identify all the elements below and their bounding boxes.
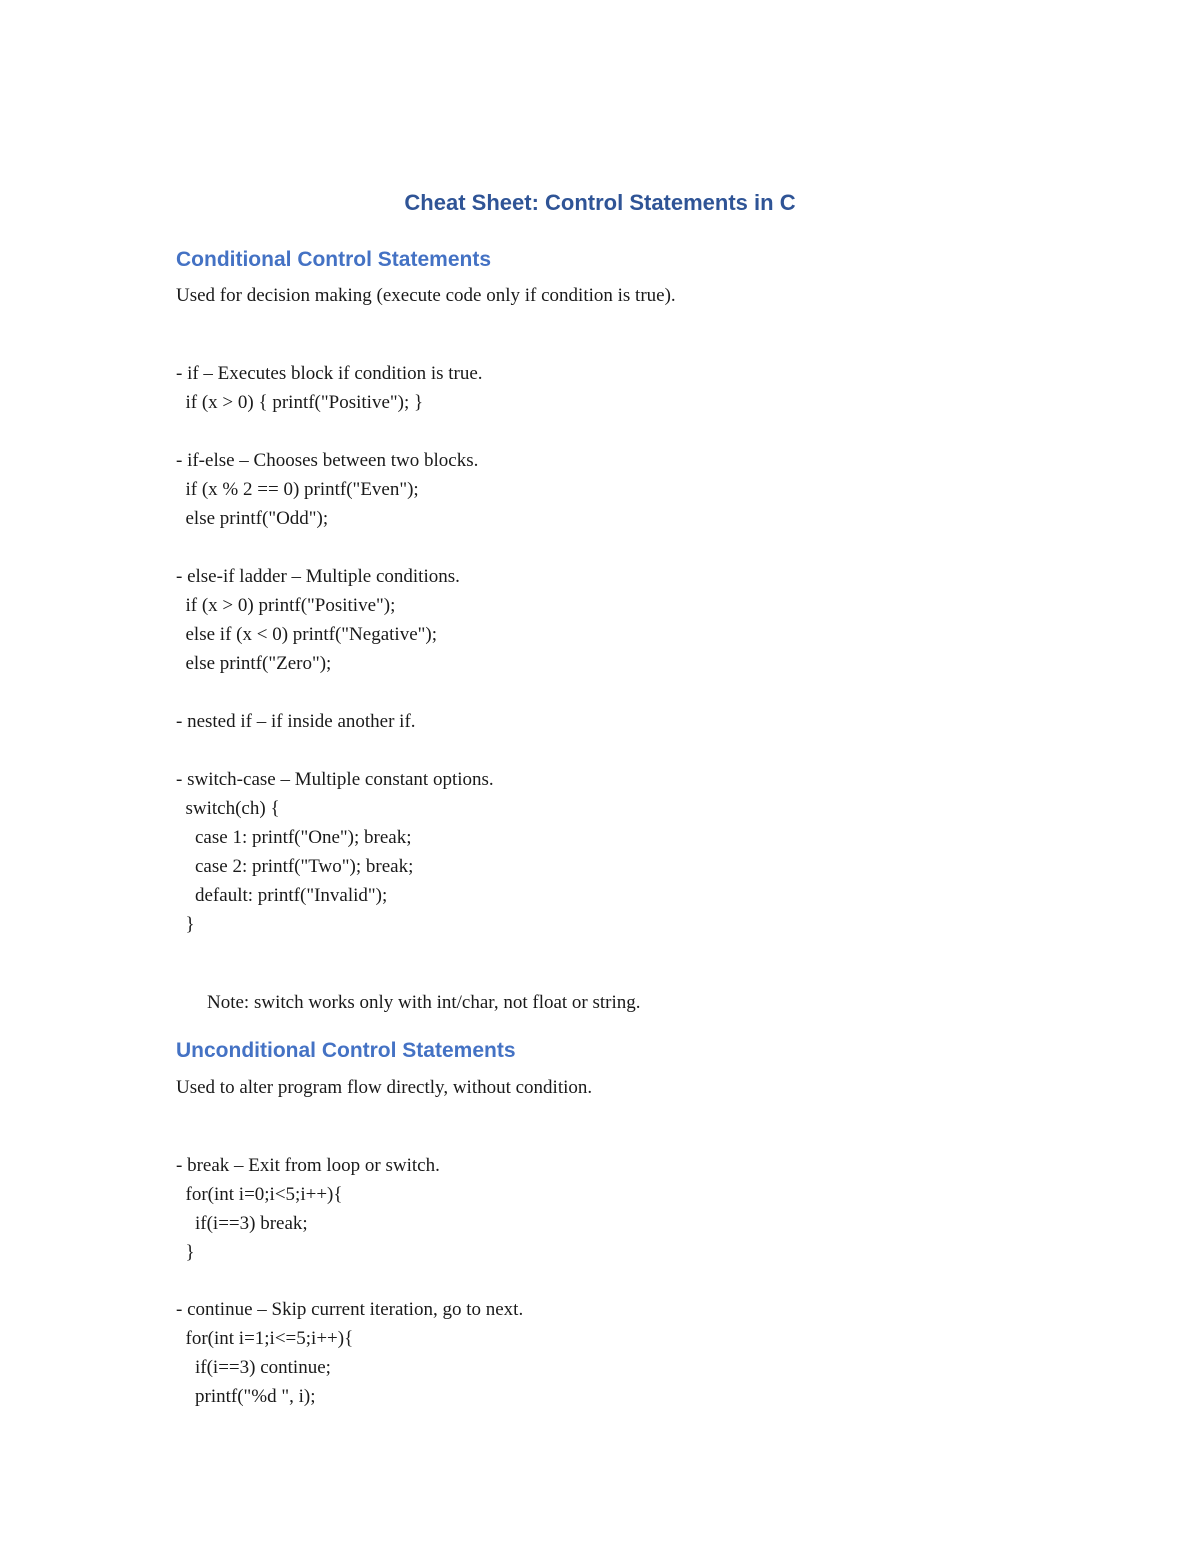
code-line: - if-else – Chooses between two blocks. xyxy=(176,450,479,471)
code-line: - break – Exit from loop or switch. xyxy=(176,1155,440,1176)
code-line: else printf("Odd"); xyxy=(176,508,329,529)
else-if-code-block xyxy=(176,562,460,678)
code-line: for(int i=0;i<5;i++){ xyxy=(176,1184,343,1205)
code-line: } xyxy=(176,914,195,935)
break-code-block xyxy=(176,1151,440,1267)
code-line: - if – Executes block if condition is true. xyxy=(176,363,483,384)
code-line: } xyxy=(176,1242,195,1263)
conditional-intro: Used for decision making (execute code only if condition is true). xyxy=(176,285,676,306)
code-line: case 2: printf("Two"); break; xyxy=(176,856,414,877)
code-line: switch(ch) { xyxy=(176,798,280,819)
if-else-code-block xyxy=(176,446,478,533)
page-title: Cheat Sheet: Control Statements in C xyxy=(404,190,796,215)
code-line: else if (x < 0) printf("Negative"); xyxy=(176,624,437,645)
code-line: if (x % 2 == 0) printf("Even"); xyxy=(176,479,419,500)
if-code-block xyxy=(176,359,483,417)
code-line: case 1: printf("One"); break; xyxy=(176,827,412,848)
code-line: else printf("Zero"); xyxy=(176,653,332,674)
code-line: if(i==3) continue; xyxy=(176,1357,331,1378)
nested-if-block xyxy=(176,707,416,736)
code-line: if (x > 0) printf("Positive"); xyxy=(176,595,396,616)
switch-code-block xyxy=(176,765,494,939)
code-line: printf("%d ", i); xyxy=(176,1386,316,1407)
code-line: - continue – Skip current iteration, go to next. xyxy=(176,1299,524,1320)
conditional-heading: Conditional Control Statements xyxy=(176,248,491,271)
code-line: - else-if ladder – Multiple conditions. xyxy=(176,566,460,587)
code-line: - nested if – if inside another if. xyxy=(176,711,416,732)
code-line: default: printf("Invalid"); xyxy=(176,885,388,906)
code-line: if(i==3) break; xyxy=(176,1213,308,1234)
code-line: for(int i=1;i<=5;i++){ xyxy=(176,1328,354,1349)
switch-note: Note: switch works only with int/char, not float or string. xyxy=(207,992,641,1013)
code-line: - switch-case – Multiple constant options. xyxy=(176,769,494,790)
unconditional-intro: Used to alter program flow directly, without condition. xyxy=(176,1077,593,1098)
unconditional-heading: Unconditional Control Statements xyxy=(176,1039,516,1062)
code-line: if (x > 0) { printf("Positive"); } xyxy=(176,392,424,413)
continue-code-block xyxy=(176,1295,523,1411)
